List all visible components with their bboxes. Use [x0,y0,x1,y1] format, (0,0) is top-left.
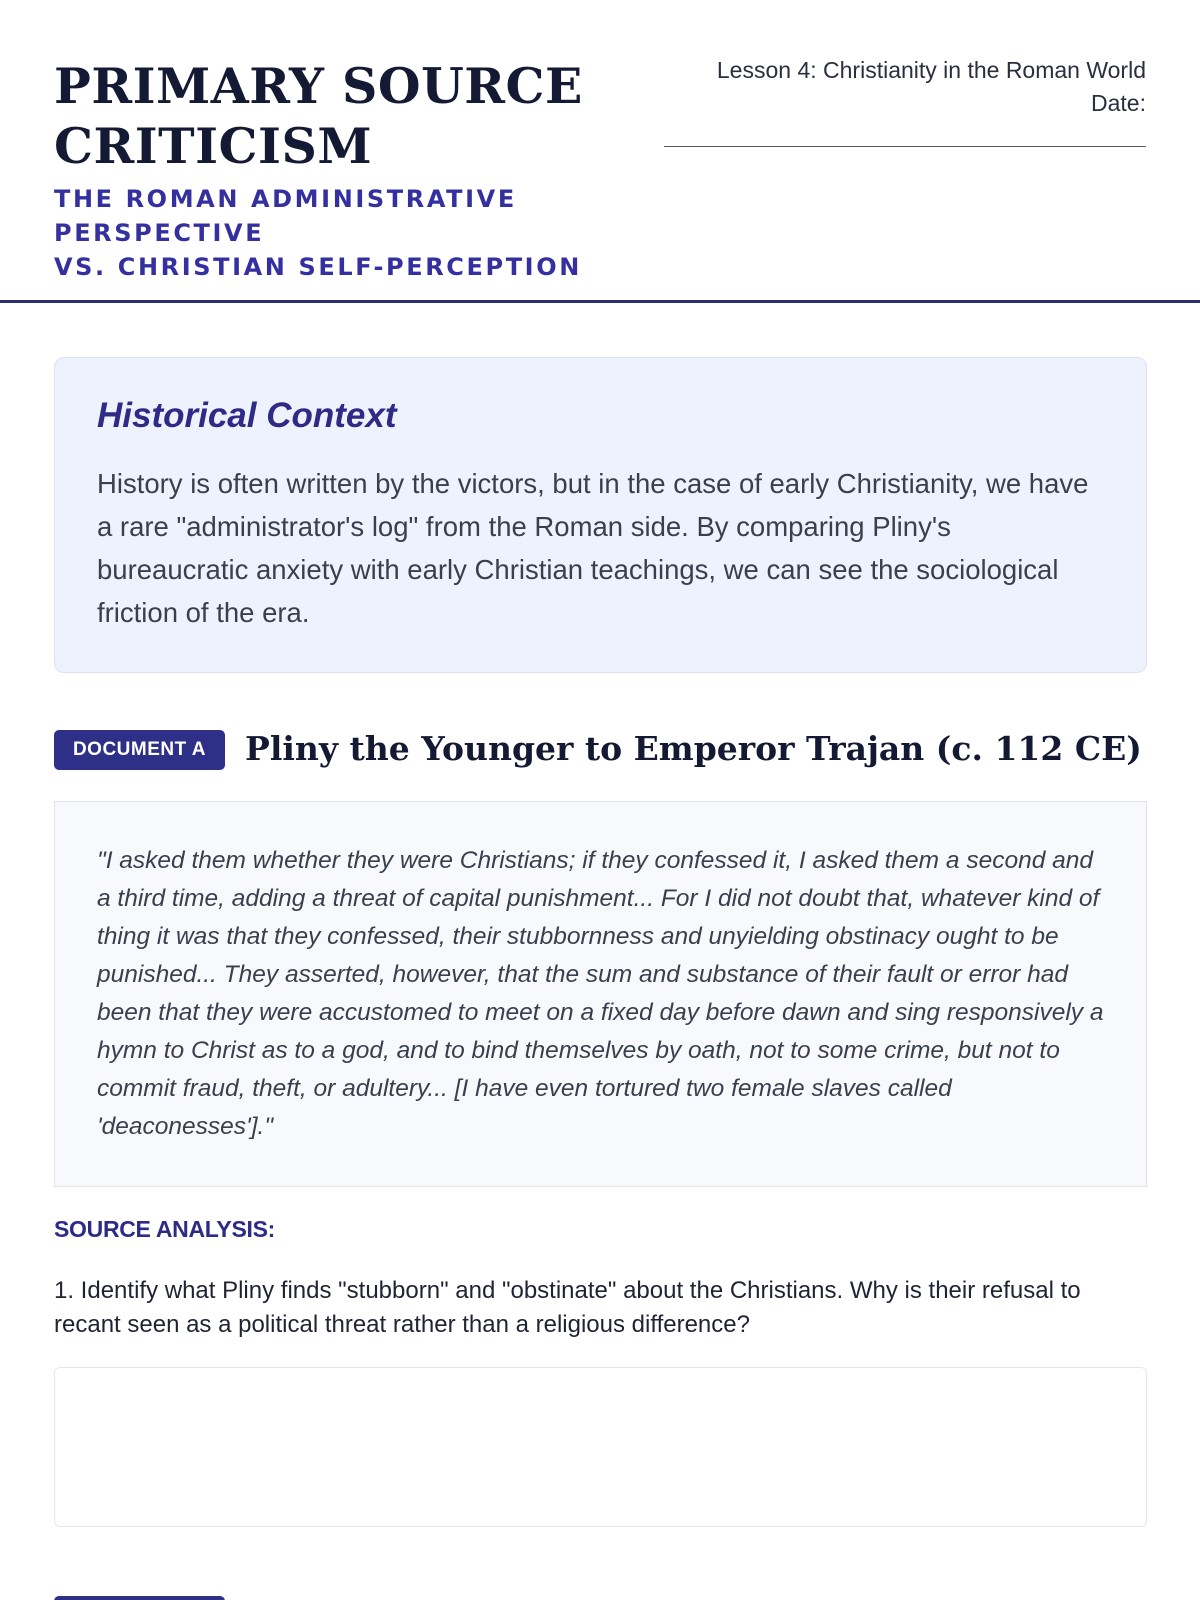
question-1: 1. Identify what Pliny finds "stubborn" and "obstinate" about the Christians. Why is their refusal to recant seen as a political threat rather than a religious difference? [54,1277,1081,1338]
worksheet-header [0,0,1200,303]
page-title [54,56,654,176]
lesson-label: Lesson 4: Christianity in the Roman World [716,57,1146,83]
next-document-badge [54,1596,225,1600]
date-label: Date: [1091,90,1146,116]
page-subtitle [54,182,674,284]
document-a-badge: DOCUMENT A [54,730,225,770]
page-subtitle-line-1: THE ROMAN ADMINISTRATIVE PERSPECTIVE [54,185,517,247]
lesson-meta [646,54,1146,120]
document-a-title: Pliny the Younger to Emperor Trajan (c. 112 CE) [245,729,1142,768]
question-1-answer-box[interactable] [54,1367,1147,1527]
source-analysis-label: SOURCE ANALYSIS: [54,1216,275,1242]
date-entry-line[interactable] [664,146,1146,147]
historical-context-box [54,357,1147,673]
historical-context-title: Historical Context [97,396,397,435]
page-subtitle-line-2: VS. CHRISTIAN SELF-PERCEPTION [54,253,582,281]
document-a-quote-box [54,801,1147,1187]
page-title-line-1: PRIMARY SOURCE [54,57,583,115]
page-title-line-2: CRITICISM [54,117,373,175]
document-a-quote: "I asked them whether they were Christians; if they confessed it, I asked them a second and a third time, adding a threat of capital punishment... For I did not doubt that, whatever kind of thing it was that they confessed, their stubbornness and unyielding obstinacy ought to be punished... They asserted, however, that the sum and substance of their fault or error had been that they were accustomed to meet on a fixed day before dawn and sing responsively a hymn to Christ as to a god, and to bind themselves by oath, not to some crime, but not to commit fraud, theft, or adultery... [I have even tortured two female slaves called 'deaconesses']." [97,847,1104,1140]
historical-context-body: History is often written by the victors, but in the case of early Christianity, we have a rare "administrator's log" from the Roman side. By comparing Pliny's bureaucratic anxiety with early Christian teachings, we can see the sociological friction of the era. [97,468,1089,628]
